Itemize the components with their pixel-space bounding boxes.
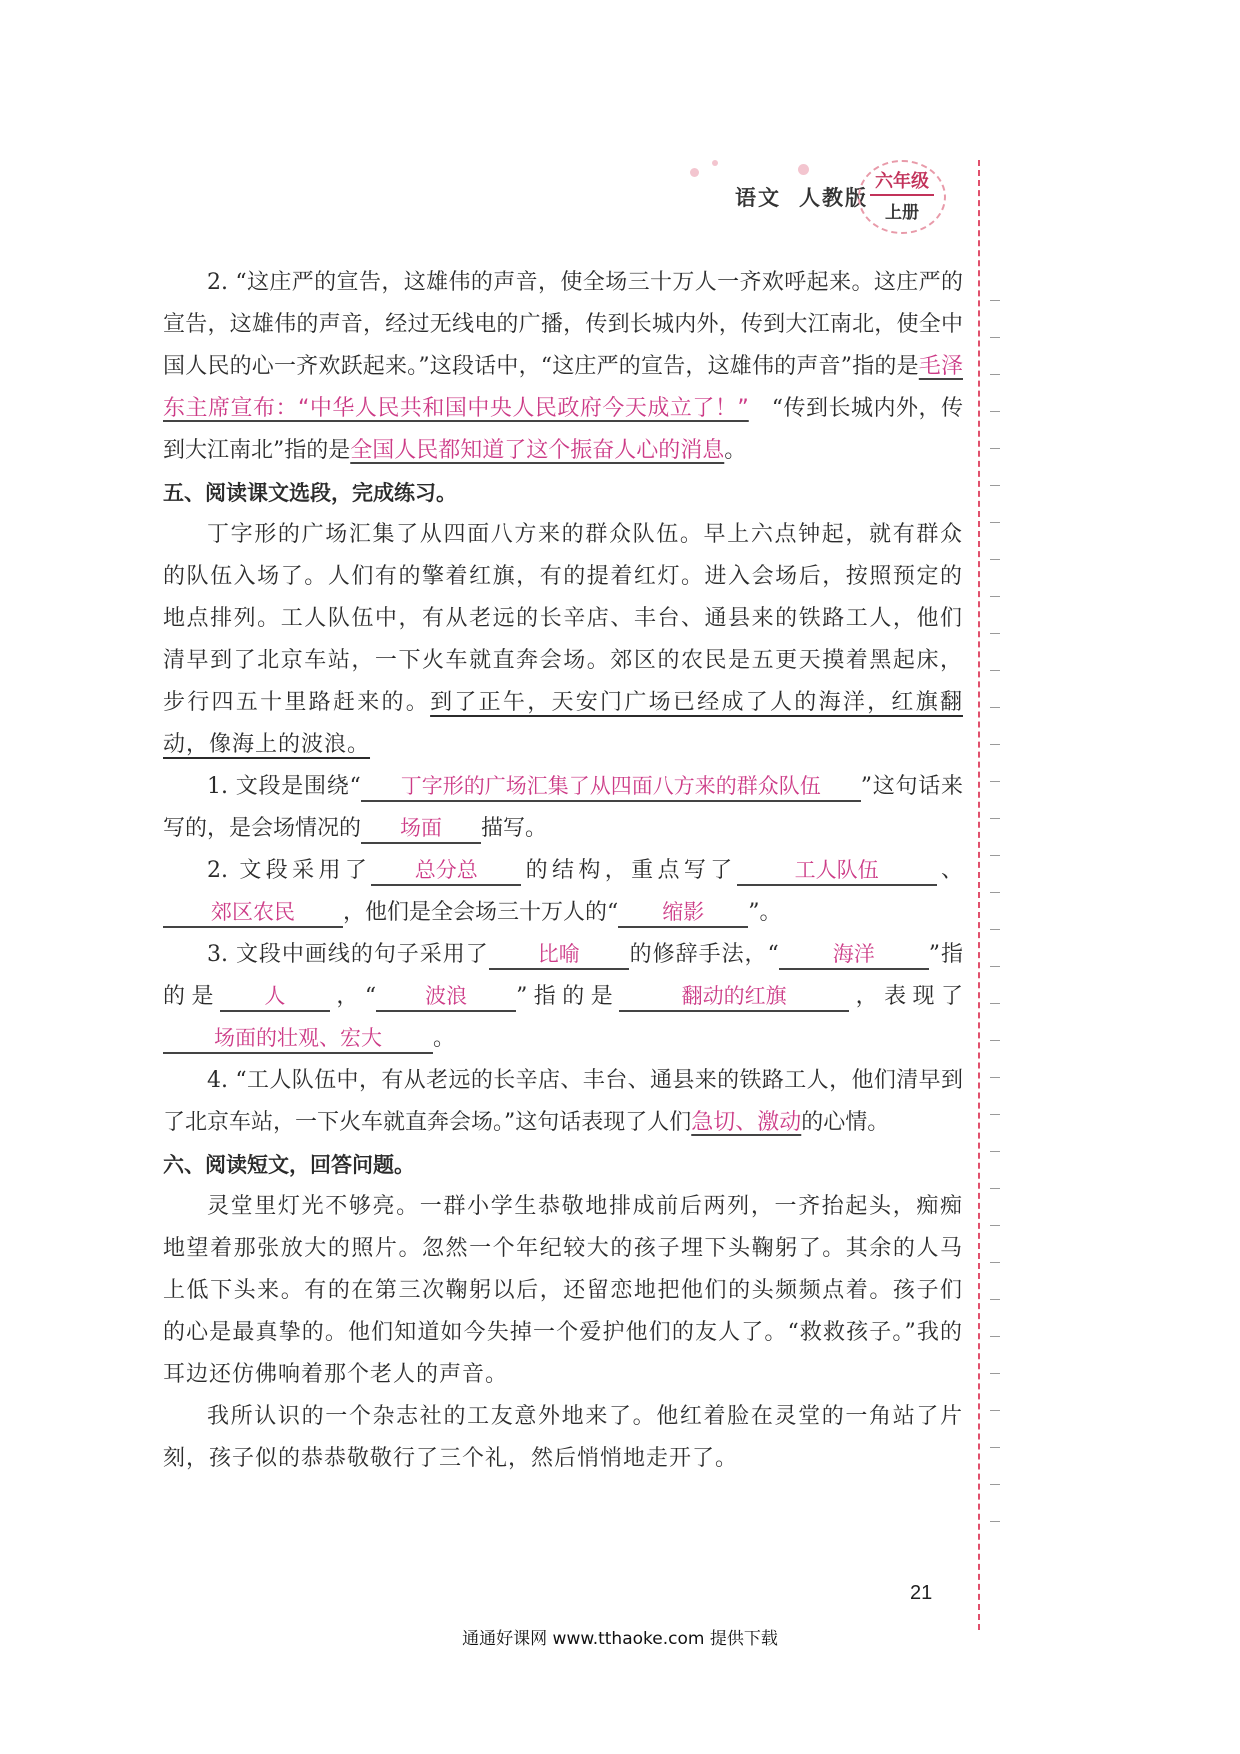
question-text: ”指的是 bbox=[163, 942, 964, 1009]
answer-field: 人 bbox=[220, 982, 330, 1012]
answer-field: 毛泽东主席宣布：“中华人民共和国中央人民政府今天成立了！” bbox=[163, 354, 963, 421]
margin-tick bbox=[990, 1077, 1000, 1078]
question-text: 3. 文段中画线的句子采用了 bbox=[207, 942, 489, 967]
margin-tick bbox=[990, 855, 1000, 856]
punctuation: 。 bbox=[433, 1026, 456, 1051]
answer-field: 海洋 bbox=[779, 940, 929, 970]
punctuation: ，“ bbox=[329, 984, 377, 1009]
subject-label: 语文 bbox=[735, 186, 781, 210]
margin-tick bbox=[990, 1447, 1000, 1448]
section6-paragraph2: 我所认识的一个杂志社的工友意外地来了。他红着脸在灵堂的一角站了片刻，孩子似的恭恭敬敬行了三个礼，然后悄悄地走开了。 bbox=[163, 1404, 963, 1471]
margin-tick bbox=[990, 411, 1000, 412]
edition-label: 人教版 bbox=[799, 186, 868, 210]
margin-tick bbox=[990, 818, 1000, 819]
answer-field: 场面 bbox=[361, 814, 481, 844]
punctuation: 、 bbox=[936, 858, 963, 883]
margin-tick bbox=[990, 1188, 1000, 1189]
margin-tick bbox=[990, 781, 1000, 782]
margin-tick bbox=[990, 1373, 1000, 1374]
margin-tick bbox=[990, 1225, 1000, 1226]
punctuation: ”。 bbox=[748, 900, 782, 925]
margin-tick bbox=[990, 707, 1000, 708]
punctuation: 。 bbox=[724, 438, 747, 463]
margin-tick bbox=[990, 1040, 1000, 1041]
margin-tick bbox=[990, 744, 1000, 745]
answer-field: 比喻 bbox=[489, 940, 629, 970]
question-text: 的结构，重点写了 bbox=[521, 858, 737, 883]
page-number: 21 bbox=[910, 1582, 933, 1604]
margin-ticks bbox=[990, 300, 1004, 1560]
question-text: 1. 文段是围绕“ bbox=[207, 774, 361, 799]
volume-label: 上册 bbox=[885, 203, 919, 223]
section6-paragraph1: 灵堂里灯光不够亮。一群小学生恭敬地排成前后两列，一齐抬起头，痴痴地望着那张放大的照片。忽然一个年纪较大的孩子埋下头鞠躬了。其余的人马上低下头来。有的在第三次鞠躬以后，还留恋地把他们的头频频点着。孩子们的心是最真挚的。他们知道如今失掉一个爱护他们的友人了。“救救孩子。”我的耳边还仿佛响着那个老人的声音。 bbox=[163, 1194, 963, 1387]
question-text: “传到长城内外，传到大江南北”指的是 bbox=[163, 396, 963, 463]
margin-tick bbox=[990, 1299, 1000, 1300]
answer-field: 郊区农民 bbox=[163, 898, 343, 928]
section4-question2 bbox=[163, 262, 963, 472]
margin-tick bbox=[990, 485, 1000, 486]
margin-tick bbox=[990, 1521, 1000, 1522]
question-text: 描写。 bbox=[481, 816, 548, 841]
margin-tick bbox=[990, 300, 1000, 301]
question-text: 的修辞手法，“ bbox=[628, 942, 779, 967]
margin-tick bbox=[990, 670, 1000, 671]
margin-tick bbox=[990, 596, 1000, 597]
margin-tick bbox=[990, 374, 1000, 375]
answer-field: 总分总 bbox=[371, 856, 521, 886]
grade-badge bbox=[858, 160, 946, 234]
margin-tick bbox=[990, 1114, 1000, 1115]
margin-tick bbox=[990, 337, 1000, 338]
margin-tick bbox=[990, 559, 1000, 560]
margin-tick bbox=[990, 1003, 1000, 1004]
question-text: ，表现了 bbox=[849, 984, 963, 1009]
passage-text: 丁字形的广场汇集了从四面八方来的群众队伍。早上六点钟起，就有群众的队伍入场了。人们有的擎着红旗，有的提着红灯。进入会场后，按照预定的地点排列。工人队伍中，有从老远的长辛店、丰台、通县来的铁路工人，他们清早到了北京车站，一下火车就直奔会场。郊区的农民是五更天摸着黑起床，步行四五十里路赶来的。 bbox=[163, 522, 963, 715]
section5-question2 bbox=[163, 850, 963, 934]
answer-field: 丁字形的广场汇集了从四面八方来的群众队伍 bbox=[361, 772, 861, 802]
margin-tick bbox=[990, 522, 1000, 523]
answer-field: 翻动的红旗 bbox=[619, 982, 849, 1012]
margin-tick bbox=[990, 966, 1000, 967]
margin-tick bbox=[990, 892, 1000, 893]
cut-margin-line bbox=[978, 160, 980, 1630]
answer-field: 缩影 bbox=[618, 898, 748, 928]
margin-tick bbox=[990, 1262, 1000, 1263]
question-text: 的心情。 bbox=[801, 1110, 890, 1135]
section5-question3 bbox=[163, 934, 963, 1060]
answer-field: 急切、激动 bbox=[691, 1110, 802, 1135]
margin-tick bbox=[990, 1336, 1000, 1337]
section5-question1 bbox=[163, 766, 963, 850]
question-text: ”这句话来写的，是会场情况的 bbox=[163, 774, 964, 841]
question-text: 2. 文段采用了 bbox=[207, 858, 372, 883]
margin-tick bbox=[990, 1484, 1000, 1485]
margin-tick bbox=[990, 1151, 1000, 1152]
section5-question4 bbox=[163, 1060, 963, 1144]
section6-heading: 六、阅读短文，回答问题。 bbox=[163, 1153, 415, 1177]
answer-field: 场面的壮观、宏大 bbox=[163, 1024, 433, 1054]
question-text: 2. “这庄严的宣告，这雄伟的声音，使全场三十万人一齐欢呼起来。这庄严的宣告，这雄伟的声音，经过无线电的广播，传到长城内外，传到大江南北，使全中国人民的心一齐欢跃起来。”这段话中，“这庄严的宣告，这雄伟的声音”指的是 bbox=[163, 270, 963, 379]
underlined-sentence: 到了正午，天安门广场已经成了人的海洋，红旗翻动，像海上的波浪。 bbox=[163, 690, 963, 757]
question-text: ，他们是全会场三十万人的“ bbox=[343, 900, 619, 925]
question-text: ”指的是 bbox=[516, 984, 620, 1009]
grade-label: 六年级 bbox=[870, 167, 934, 196]
question-text: 4. “工人队伍中，有从老远的长辛店、丰台、通县来的铁路工人，他们清早到了北京车站，一下火车就直奔会场。”这句话表现了人们 bbox=[163, 1068, 963, 1135]
answer-field: 全国人民都知道了这个振奋人心的消息 bbox=[350, 438, 725, 463]
answer-field: 工人队伍 bbox=[737, 856, 937, 886]
margin-tick bbox=[990, 929, 1000, 930]
page-content bbox=[163, 262, 963, 1480]
section5-passage bbox=[163, 514, 963, 766]
margin-tick bbox=[990, 633, 1000, 634]
footer-text: 通通好课网 www.tthaoke.com 提供下载 bbox=[462, 1629, 778, 1649]
margin-tick bbox=[990, 448, 1000, 449]
section5-heading: 五、阅读课文选段，完成练习。 bbox=[163, 481, 457, 505]
answer-field: 波浪 bbox=[376, 982, 516, 1012]
margin-tick bbox=[990, 1410, 1000, 1411]
